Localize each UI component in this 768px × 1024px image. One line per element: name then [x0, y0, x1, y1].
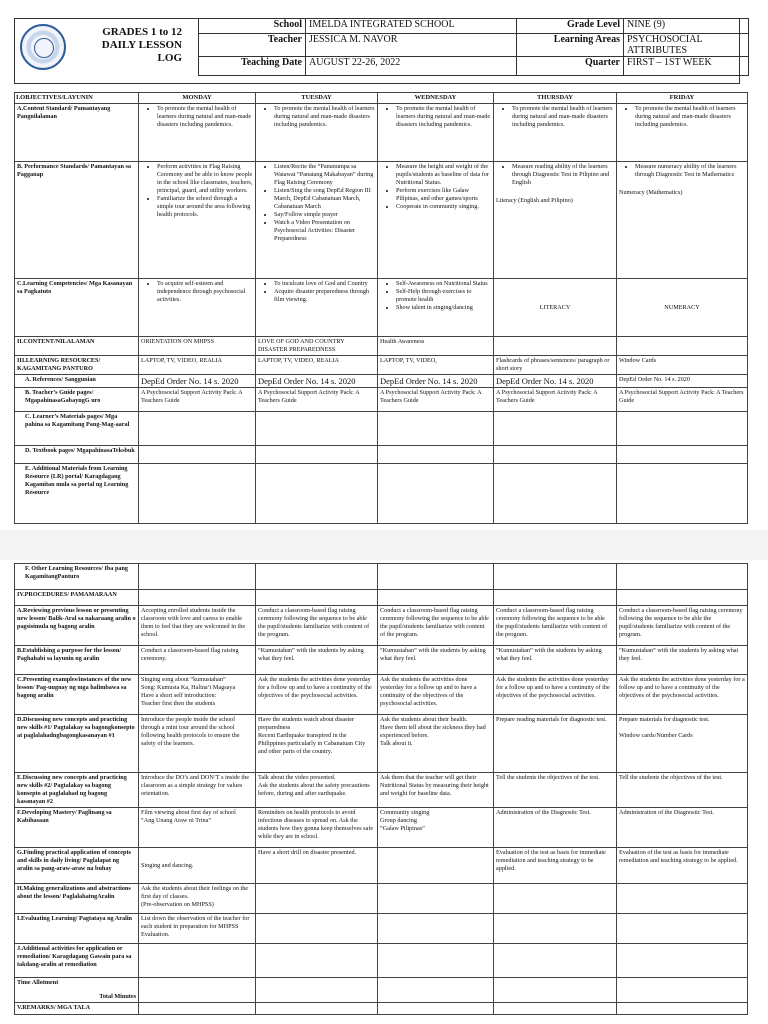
cell: [617, 564, 748, 590]
cell: [378, 279, 494, 337]
cell: [494, 446, 617, 464]
cell: Ask the students the activities done yesterday for a follow up and to have a continuity of the objectives of the psychosocial activities.: [256, 675, 378, 715]
cell: [617, 914, 748, 944]
content-standard-label: A.Content Standard/ Pamantayang Pangnilalaman: [15, 104, 139, 162]
cell: [378, 590, 494, 606]
cell: LAPTOP, TV, VIDEO, REALIA: [139, 356, 256, 375]
cell: [617, 104, 748, 162]
resources-label: III.LEARNING RESOURCES/ KAGAMITANG PANTURO: [15, 356, 139, 375]
cell: LAPTOP, TV, VIDEO, REALIA: [256, 356, 378, 375]
numeracy-note: Numeracy (Mathematics): [619, 189, 683, 196]
lesson-table-page1: [14, 92, 748, 524]
cell: List down the observation of the teacher for each student in preparation for MHPSS Evaluation.: [139, 914, 256, 944]
additional-activities-label: J.Additional activities for application or remediation/ Karagdagang Gawain para sa takdang-aralin at remediation: [15, 944, 139, 978]
cell: Window Cards: [617, 356, 748, 375]
cell: Tell the students the objectives of the test.: [494, 773, 617, 808]
list-item: • Listen/Sing the song DepEd Region III March, DepEd Cabanatuan March, Cabanatuan March: [274, 187, 375, 211]
page-two: [0, 560, 768, 1024]
cell: A Psychosocial Support Activity Pack: A Teachers Guide: [256, 388, 378, 412]
cell: Ask them that the teacher will get their Nutritional Status by measuring their height and weight for baseline data.: [378, 773, 494, 808]
cell: NUMERACY: [617, 279, 748, 337]
cell: [378, 162, 494, 279]
cell: “Kumustahan” with the students by asking what they feel.: [378, 646, 494, 675]
literacy-note: Literacy (English and Pilipino): [496, 197, 573, 204]
list-item: • Listen/Recite the “Panunumpa sa Watawat “Panatang Makabayan” during Flag Raising Ceremony: [274, 163, 375, 187]
teacher-value: JESSICA M. NAVOR: [306, 34, 517, 57]
cell: Evaluation of the test as basis for immediate remediation and teaching strategy to be applied.: [617, 848, 748, 884]
cell: [378, 978, 494, 1003]
day-header-thursday: THURSDAY: [494, 93, 617, 104]
cell: [494, 464, 617, 524]
textbook-row: [15, 446, 748, 464]
cell: Ask the students the activities done yesterday for a follow up and to have a continuity of the objectives of the psychosocial activities.: [378, 675, 494, 715]
cell: [378, 848, 494, 884]
purpose-row: [15, 646, 748, 675]
cell: [256, 446, 378, 464]
learners-materials-row: [15, 412, 748, 446]
additional-materials-row: [15, 464, 748, 524]
content-standard-row: [15, 104, 748, 162]
evaluation-row: [15, 914, 748, 944]
cell: LITERACY: [494, 279, 617, 337]
cell: [617, 464, 748, 524]
discussion2-label: E.Discussing new concepts and practicing new skills #2/ Pagtalakay sa bagong konsepto at paglalahad ng bagong kasanayan #2: [15, 773, 139, 808]
list-item: • Watch a Video Presentation on Psychosocial Activities: Disaster Preparedness: [274, 219, 375, 243]
cell: [617, 944, 748, 978]
competencies-row: [15, 279, 748, 337]
cell: Ask the students the activities done yesterday for a follow up and to have a continuity of the objectives of the psychosocial activities.: [617, 675, 748, 715]
cell: [617, 884, 748, 914]
cell: Ask the students about their health. Have them tell about the sickness they had experienced before. Talk about it.: [378, 715, 494, 773]
review-label: A.Reviewing previous lesson or presenting new lesson/ Balik-Aral sa nakaraang aralin o pagsisimula ng bagong aralin: [15, 606, 139, 646]
list-item: • Acquire disaster preparedness through film viewing.: [274, 288, 375, 304]
remarks-row: [15, 1003, 748, 1015]
cell: [494, 564, 617, 590]
quarter-label: Quarter: [517, 57, 624, 76]
cell: [139, 978, 256, 1003]
other-resources-row: [15, 564, 748, 590]
other-resources-label: F. Other Learning Resources/ Iba pang KagamitangPanturo: [15, 564, 139, 590]
learning-area-label: Learning Areas: [517, 34, 624, 57]
performance-standards-row: [15, 162, 748, 279]
cell: [139, 446, 256, 464]
generalization-row: [15, 884, 748, 914]
cell: A Psychosocial Support Activity Pack: A Teachers Guide: [378, 388, 494, 412]
cell: [256, 564, 378, 590]
cell: [494, 412, 617, 446]
cell: Conduct a classroom-based flag raising ceremony following the sequence to be able the pupil/students familiarize with content of the program.: [494, 606, 617, 646]
content-row: [15, 337, 748, 356]
list-item: • Self-Awareness on Nutritional Status: [396, 280, 491, 288]
cell: Conduct a classroom-based flag raising ceremony.: [139, 646, 256, 675]
cell: [494, 884, 617, 914]
cell: [256, 412, 378, 446]
cell: [378, 564, 494, 590]
remarks-label: V.REMARKS/ MGA TALA: [15, 1003, 139, 1015]
cell: [378, 464, 494, 524]
cell: Ask the students about their feelings on the first day of classes. (Pre-observation on MHPSS): [139, 884, 256, 914]
cell: [139, 590, 256, 606]
application-label: G.Finding practical application of concepts and skills in daily living/ Paglalapat ng aralin sa pang-araw-araw na buhay: [15, 848, 139, 884]
list-item: • Familiarize the school through a simple tour around the area following health protocols.: [157, 195, 253, 219]
list-item: • To promote the mental health of learners during natural and man-made disasters including pandemics.: [157, 105, 253, 129]
cell: Evaluation of the test as basis for immediate remediation and teaching strategy to be applied.: [494, 848, 617, 884]
cell: [139, 1003, 256, 1015]
cell: [378, 914, 494, 944]
cell: [256, 279, 378, 337]
cell: [378, 944, 494, 978]
list-item: • Measure the height and weight of the pupils/students as baseline of data for Nutritional Status.: [396, 163, 491, 187]
cell: [139, 464, 256, 524]
cell: “Kumustahan” with the students by asking what they feel.: [256, 646, 378, 675]
cell: [139, 564, 256, 590]
cell: [617, 1003, 748, 1015]
evaluation-label: I.Evaluating Learning/ Pagtataya ng Aralin: [15, 914, 139, 944]
cell: Talk about the video presented. Ask the students about the safety precautions before, during and after earthquake.: [256, 773, 378, 808]
list-item: • Say/Follow simple prayer: [274, 211, 375, 219]
cell: [617, 446, 748, 464]
learning-area-value: PSYCHOSOCIAL ATTRIBUTES: [624, 34, 749, 57]
cell: [494, 914, 617, 944]
examples-label: C.Presenting examples/instances of the new lesson/ Pag-uugnay ng mga halimbawa sa bagong aralin: [15, 675, 139, 715]
discussion1-label: D.Discussing new concepts and practicing new skills #1/ Pagtalakay sa bagongkonsepto at paglalahadngbagongkasanayan #1: [15, 715, 139, 773]
cell: DepEd Order No. 14 s. 2020: [617, 375, 748, 388]
cell: DepEd Order No. 14 s. 2020: [494, 375, 617, 388]
cell: Health Awareness: [378, 337, 494, 356]
mastery-row: [15, 808, 748, 848]
day-header-tuesday: TUESDAY: [256, 93, 378, 104]
time-allotment-cell: [15, 978, 139, 1003]
cell: Singing song about “kumustahan” Song: Kumusta Ka, Halina’t Magsaya Have a short self introduction: Teacher first then the students: [139, 675, 256, 715]
mastery-label: F.Developing Mastery/ Paglinang sa Kabihasaan: [15, 808, 139, 848]
day-header-friday: FRIDAY: [617, 93, 748, 104]
cell: Ask the students the activities done yesterday for a follow up and to have a continuity of the objectives of the psychosocial activities.: [494, 675, 617, 715]
purpose-label: B.Establishing a purpose for the lesson/ Paghahabi sa layunin ng aralin: [15, 646, 139, 675]
teaching-date-value: AUGUST 22-26, 2022: [306, 57, 517, 76]
cell: [139, 162, 256, 279]
cell: [617, 337, 748, 356]
list-item: • To inculcate love of God and Country: [274, 280, 375, 288]
cell: “Kumustahan” with the students by asking what they feel.: [494, 646, 617, 675]
cell: [617, 978, 748, 1003]
cell: [139, 104, 256, 162]
header-info-table: [198, 18, 749, 76]
procedures-row: [15, 590, 748, 606]
examples-row: [15, 675, 748, 715]
cell: Have a short drill on disaster presented.: [256, 848, 378, 884]
cell: [494, 162, 617, 279]
cell: [256, 914, 378, 944]
lesson-table-page2: [14, 563, 748, 1015]
cell: [617, 590, 748, 606]
teachers-guide-label: B. Teacher’s Guide pages/ MgapahinasaGabayngG uro: [15, 388, 139, 412]
grade-value: NINE (9): [624, 19, 749, 34]
day-header-wednesday: WEDNESDAY: [378, 93, 494, 104]
deped-seal-logo: [20, 24, 66, 70]
page-gap: [0, 530, 768, 560]
learners-materials-label: C. Learner’s Materials pages/ Mga pahina sa Kagamitang Pang-Mag-aaral: [15, 412, 139, 446]
cell: [494, 337, 617, 356]
competencies-label: C.Learning Competencies/ Mga Kasanayan sa Pagkatuto: [15, 279, 139, 337]
school-value: IMELDA INTEGRATED SCHOOL: [306, 19, 517, 34]
textbook-label: D. Textbook pages/ MgapahinasaTeksbuk: [15, 446, 139, 464]
content-label: II.CONTENT/NILALAMAN: [15, 337, 139, 356]
list-item: • Perform activities in Flag Raising Ceremony and be able to know people in the school like classmates, teachers, principal, guard, and utility workers.: [157, 163, 253, 195]
grade-label: Grade Level: [517, 19, 624, 34]
performance-standards-label: B. Performance Standards/ Pamantayan sa Pagganap: [15, 162, 139, 279]
cell: “Kumustahan” with the students by asking what they feel.: [617, 646, 748, 675]
cell: Film viewing about first day of school “Ang Unang Araw ni Trina”: [139, 808, 256, 848]
cell: DepEd Order No. 14 s. 2020: [139, 375, 256, 388]
discussion2-row: [15, 773, 748, 808]
cell: [378, 104, 494, 162]
references-label: A. References/ Sanggunian: [15, 375, 139, 388]
cell: [256, 944, 378, 978]
list-item: • To promote the mental health of learners during natural and man-made disasters including pandemics.: [635, 105, 745, 129]
day-header-monday: MONDAY: [139, 93, 256, 104]
cell: Prepare reading materials for diagnostic test.: [494, 715, 617, 773]
cell: LOVE OF GOD AND COUNTRY DISASTER PREPAREDNESS: [256, 337, 378, 356]
list-item: • Self-Help through exercises to promote health: [396, 288, 491, 304]
teachers-guide-row: [15, 388, 748, 412]
list-item: • To promote the mental health of learners during natural and man-made disasters including pandemics.: [512, 105, 614, 129]
cell: [494, 1003, 617, 1015]
list-item: • Measure numeracy ability of the learners through Diagnostic Test in Mathematics: [635, 163, 745, 179]
additional-activities-row: [15, 944, 748, 978]
cell: [494, 590, 617, 606]
cell: [378, 1003, 494, 1015]
cell: [378, 884, 494, 914]
cell: DepEd Order No. 14 s. 2020: [378, 375, 494, 388]
cell: Community singing Group dancing “Galaw Pilipinas”: [378, 808, 494, 848]
cell: Conduct a classroom-based flag raising ceremony following the sequence to be able the pupil/students familiarize with content of the program.: [617, 606, 748, 646]
cell: Flashcards of phrases/sentences/ paragraph or short story: [494, 356, 617, 375]
cell: Administration of the Diagnostic Test.: [617, 808, 748, 848]
generalization-label: H.Making generalizations and abstractions about the lesson/ PaglalahatngAralin: [15, 884, 139, 914]
cell: [378, 412, 494, 446]
cell: LAPTOP, TV, VIDEO,: [378, 356, 494, 375]
cell: Conduct a classroom-based flag raising ceremony following the sequence to be able the pupil/students familiarize with content of the program.: [256, 606, 378, 646]
cell: [256, 104, 378, 162]
list-item: • To acquire self-esteem and independence through psychosocial activities.: [157, 280, 253, 304]
cell: Tell the students the objectives of the test.: [617, 773, 748, 808]
list-item: • Show talent in singing/dancing: [396, 304, 491, 312]
cell: [256, 464, 378, 524]
discussion1-row: [15, 715, 748, 773]
procedures-label: IV.PROCEDURES/ PAMAMARAAN: [15, 590, 139, 606]
cell: A Psychosocial Support Activity Pack: A Teachers Guide: [494, 388, 617, 412]
references-row: [15, 375, 748, 388]
cell: [617, 162, 748, 279]
cell: [139, 279, 256, 337]
cell: [494, 944, 617, 978]
cell: [617, 412, 748, 446]
list-item: • Measure reading ability of the learners through Diagnostic Test in Pilipino and English: [512, 163, 614, 187]
cell: [139, 944, 256, 978]
list-item: • To promote the mental health of learners during natural and man-made disasters including pandemics.: [274, 105, 375, 129]
cell: [494, 978, 617, 1003]
teacher-label: Teacher: [199, 34, 306, 57]
cell: Reminders on health protocols to avoid infectious diseases to spread on. Ask the students how they gonna keep themselves safe while they are in school.: [256, 808, 378, 848]
cell: Accepting enrolled students inside the classroom with love and caress to enable them to feel that they are welcomed in the school.: [139, 606, 256, 646]
cell: [256, 978, 378, 1003]
cell: Conduct a classroom-based flag raising ceremony following the sequence to be able the pupil/students familiarize with content of the program.: [378, 606, 494, 646]
dll-title: GRADES 1 to 12 DAILY LESSON LOG: [101, 26, 182, 64]
teaching-date-label: Teaching Date: [199, 57, 306, 76]
list-item: • Perform exercises like Galaw Pilipinas, and other games/sports: [396, 187, 491, 203]
list-item: • Cooperate in community singing.: [396, 203, 491, 211]
school-label: School: [199, 19, 306, 34]
additional-materials-label: E. Additional Materials from Learning Resource (LR) portal/ Karagdagang Kagamitan mula sa portal ng Learning Resource: [15, 464, 139, 524]
cell: A Psychosocial Support Activity Pack: A Teachers Guide: [617, 388, 748, 412]
cell: Introduce the people inside the school through a mini tour around the school following health protocols to ensure the safety of the learners.: [139, 715, 256, 773]
review-row: [15, 606, 748, 646]
time-allotment-label: Time Allotment: [17, 979, 59, 986]
time-allotment-row: [15, 978, 748, 1003]
cell: [256, 590, 378, 606]
cell: DepEd Order No. 14 s. 2020: [256, 375, 378, 388]
resources-row: [15, 356, 748, 375]
quarter-value: FIRST – 1ST WEEK: [624, 57, 749, 76]
cell: A Psychosocial Support Activity Pack: A Teachers Guide: [139, 388, 256, 412]
cell: [256, 162, 378, 279]
cell: [256, 884, 378, 914]
objectives-header: I.OBJECTIVES/LAYUNIN: [15, 93, 139, 104]
cell: [256, 1003, 378, 1015]
cell: [139, 412, 256, 446]
cell: ORIENTATION ON MHPSS: [139, 337, 256, 356]
cell: Prepare materials for diagnostic test. Window cards/Number Cards: [617, 715, 748, 773]
cell: Singing and dancing.: [139, 848, 256, 884]
total-minutes-label: Total Minutes: [99, 993, 136, 1000]
list-item: • To promote the mental health of learners during natural and man-made disasters including pandemics.: [396, 105, 491, 129]
cell: [378, 446, 494, 464]
cell: Introduce the DO’s and DON’T s inside the classroom as a simple strategy for values orientation.: [139, 773, 256, 808]
cell: [494, 104, 617, 162]
cell: Have the students watch about disaster preparedness Recent Earthquake transpired in the Philippines particularly in Cabanatuan City and other parts of the country.: [256, 715, 378, 773]
application-row: [15, 848, 748, 884]
cell: Administration of the Diagnostic Test.: [494, 808, 617, 848]
